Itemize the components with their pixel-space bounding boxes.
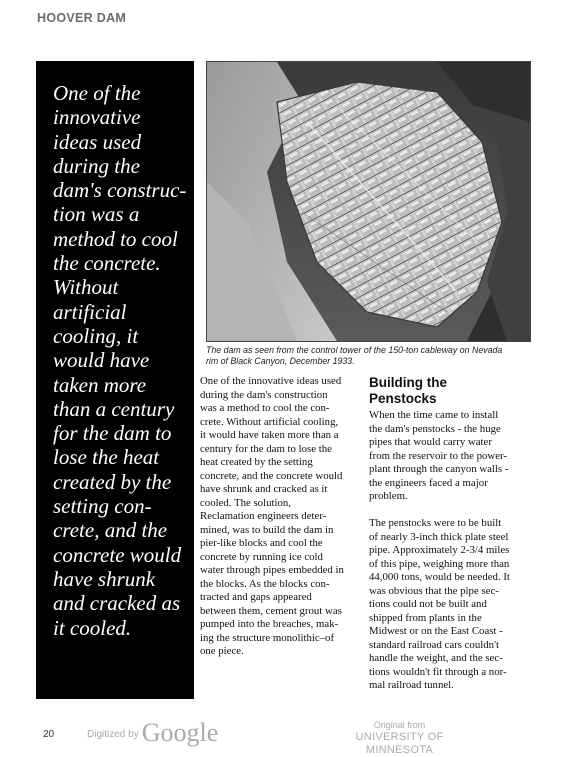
caption-line: The dam as seen from the control tower of the 150-ton cableway on Nevada	[206, 345, 503, 355]
text-line: one piece.	[200, 645, 244, 657]
pull-quote-line: taken more	[53, 372, 147, 397]
text-line: tracted and gaps appeared	[200, 591, 312, 603]
pull-quote-line: the concrete.	[53, 251, 161, 276]
pull-quote-line: method to cool	[53, 226, 178, 251]
heading-line: Penstocks	[369, 390, 437, 406]
text-line: pumped into the breaches, mak-	[200, 618, 339, 630]
pull-quote-line: concrete would	[53, 542, 182, 567]
heading-line: Building the	[369, 375, 447, 390]
text-line: pipes that would carry water	[369, 436, 492, 448]
photo-caption	[206, 345, 536, 367]
text-line: from the reservoir to the power-	[369, 449, 507, 462]
pull-quote-line: One of the	[53, 81, 141, 105]
original-from-watermark	[326, 720, 473, 757]
text-line: standard railroad cars couldn't	[369, 638, 499, 651]
text-line: concrete by running ice cold	[200, 550, 323, 563]
text-line: century for the dam to lose the	[200, 442, 332, 455]
text-line: was a method to cool the con-	[200, 402, 330, 414]
section-heading	[369, 375, 529, 406]
text-line: it would have taken more than a	[200, 429, 339, 441]
caption-line: rim of Black Canyon, December 1933.	[206, 356, 355, 366]
text-line: concrete, and the concrete would	[200, 469, 343, 482]
body-paragraph	[369, 517, 529, 693]
text-line: Reclamation engineers deter-	[200, 510, 327, 522]
pull-quote-line: tion was a	[53, 202, 140, 227]
text-line: The penstocks were to be built	[369, 517, 502, 529]
text-line: cooled. The solution,	[200, 496, 291, 509]
pull-quote-line: innovative	[53, 105, 141, 130]
pull-quote-line: artificial	[53, 299, 127, 324]
text-line: between them, cement grout was	[200, 604, 342, 617]
text-line: pipe. Approximately 2-3/4 miles	[369, 544, 510, 556]
text-line: shipped from plants in the	[369, 611, 482, 624]
text-line: the engineers faced a major	[369, 476, 488, 489]
body-column-1	[200, 375, 354, 672]
text-line: mined, was to build the dam in	[200, 523, 334, 536]
body-column-2	[369, 375, 529, 706]
pull-quote-line: for the dam to	[53, 421, 172, 446]
body-paragraph	[200, 375, 354, 659]
pull-quote-line: dam's construc-	[53, 178, 187, 203]
pull-quote	[53, 81, 188, 640]
digitized-by-label: Digitized by	[87, 729, 139, 740]
pull-quote-line: Without	[53, 275, 119, 300]
text-line: When the time came to install	[369, 409, 499, 421]
pull-quote-line: created by the	[53, 469, 172, 494]
text-line: Midwest or on the East Coast -	[369, 625, 503, 637]
text-line: during the dam's construction	[200, 388, 328, 401]
dam-construction-illustration	[207, 62, 530, 341]
pull-quote-line: would have	[53, 348, 150, 373]
text-line: problem.	[369, 490, 408, 502]
text-line: was obvious that the pipe sec-	[369, 584, 499, 597]
text-line: tions wouldn't fit through a nor-	[369, 665, 507, 678]
university-label: UNIVERSITY OF MINNESOTA	[355, 731, 444, 756]
text-line: pier-like blocks and cool the	[200, 537, 323, 549]
pull-quote-line: setting con-	[53, 494, 152, 519]
pull-quote-line: it cooled.	[53, 615, 132, 640]
page-number: 20	[43, 729, 55, 740]
text-line: ing the structure monolithic–of	[200, 631, 335, 644]
text-line: heat created by the setting	[200, 456, 313, 468]
body-paragraph	[369, 409, 529, 504]
pull-quote-line: have shrunk	[53, 566, 156, 591]
pull-quote-line: during the	[53, 153, 140, 178]
running-header: HOOVER DAM	[37, 11, 127, 25]
pull-quote-line: crete, and the	[53, 518, 168, 543]
text-line: plant through the canyon walls -	[369, 463, 509, 475]
text-line: of nearly 3-inch thick plate steel	[369, 530, 509, 543]
text-line: One of the innovative ideas used	[200, 375, 342, 387]
pull-quote-line: than a century	[53, 396, 175, 421]
pull-quote-line: cooling, it	[53, 323, 139, 348]
text-line: the blocks. As the blocks con-	[200, 577, 330, 590]
pull-quote-line: lose the heat	[53, 445, 160, 470]
pull-quote-line: ideas used	[53, 129, 142, 154]
text-line: mal railroad tunnel.	[369, 679, 454, 691]
original-from-label: Original from	[373, 720, 426, 730]
pull-quote-box	[36, 61, 194, 699]
text-line: tions could not be built and	[369, 598, 487, 610]
text-line: of this pipe, weighing more than	[369, 557, 510, 570]
google-logo: Google	[141, 718, 219, 747]
text-line: handle the weight, and the sec-	[369, 652, 503, 664]
text-line: have shrunk and cracked as it	[200, 483, 328, 495]
text-line: water through pipes embedded in	[200, 564, 344, 576]
text-line: 44,000 tons, would be needed. It	[369, 571, 510, 583]
dam-construction-photo	[206, 61, 531, 342]
text-line: the dam's penstocks - the huge	[369, 422, 501, 435]
text-line: crete. Without artificial cooling,	[200, 415, 339, 428]
pull-quote-line: and cracked as	[53, 591, 181, 616]
digitized-by-watermark	[87, 718, 218, 748]
